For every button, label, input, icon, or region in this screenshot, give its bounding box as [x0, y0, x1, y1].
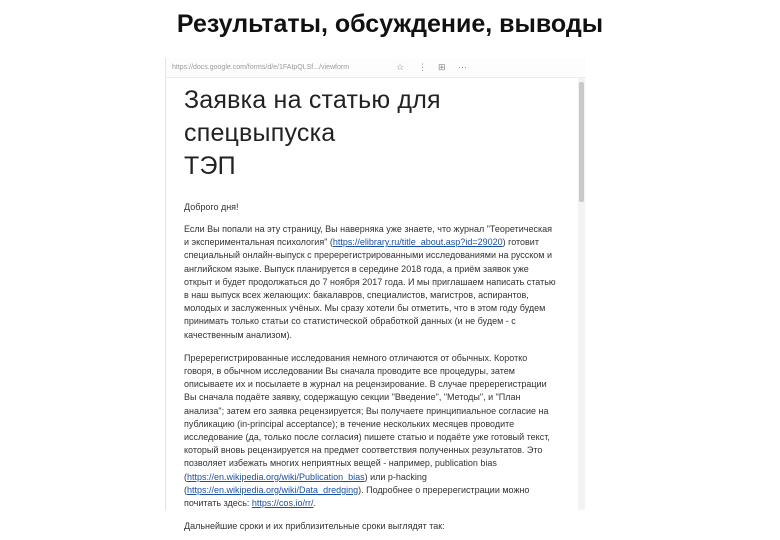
form-greeting: Доброго дня! [184, 202, 239, 212]
intro-text-2: ) готовит специальный онлайн-выпуск с преререгистрированными исследованиями на русском и английском языке. Выпуск планируется в середине 2018 года, а приём заявок уже открыт и будет продолжаться до 7 ноября 2017 года. И мы приглашаем написать статью в наш выпуск всех желающих: бакалавров, специалистов, магистров, аспирантов, молодых и заслуженных учёных. Мы сразу хотели бы отметить, что в этом году будем принимать только статьи со статистической обработкой данных (и не будем - с качественным анализом). [184, 237, 556, 340]
intro-text-1: Если Вы попали на эту страницу, Вы наверняка уже знаете, что журнал "Теоретическая и экспериментальная психология" ( [184, 224, 552, 248]
more-icon[interactable]: ⋯ [458, 62, 467, 72]
prereg-text-1: Преререгистрированные исследования немного отличаются от обычных. Коротко говоря, в обычном исследовании Вы сначала проводите все процедуры, затем описываете их и посылаете в журнал на рецензирование. В случае преререгистрации Вы сначала подаёте заявку, содержащую секции "Введение", "Методы", и "План анализа"; затем его заявка рецензируется; Вы получаете принципиальное согласие на публикацию (in-principal acceptance); в течение нескольких месяцев проводите исследование (да, только после согласия) пишете статью и подаёте уже готовый текст, который вновь рецензируется на предмет соответствия полученных результатов. Это позволяет избежать многих неприятных вещей - например, publication bias ( [184, 352, 550, 482]
prereg-text-2: ) или p-hacking ( [184, 471, 427, 495]
prereg-text-3: ). Подробнее о преререгистрации можно почитать здесь: [184, 484, 530, 509]
menu-dots-icon[interactable]: ⋮ [418, 62, 427, 72]
slide-title: Результаты, обсуждение, выводы [176, 10, 604, 38]
form-title-line-2: ТЭП [184, 152, 236, 180]
form-deadlines-paragraph: Дальнейшие сроки и их приблизительные сроки выглядят так: [184, 521, 445, 532]
browser-screenshot [165, 58, 585, 532]
form-prereg-paragraph [184, 352, 556, 510]
form-title [184, 84, 556, 183]
data-dredging-link[interactable]: https://en.wikipedia.org/wiki/Data_dredging [187, 484, 359, 495]
form-title-line-1: Заявка на статью для спецвыпуска [184, 86, 441, 147]
publication-bias-link[interactable]: https://en.wikipedia.org/wiki/Publication_bias [187, 471, 365, 482]
address-bar[interactable]: https://docs.google.com/forms/d/e/1FAIpQLSf.../viewform [172, 64, 350, 71]
elibrary-link[interactable]: https://elibrary.ru/title_about.asp?id=29020 [332, 237, 503, 248]
form-intro-paragraph [184, 223, 556, 342]
bookmark-star-icon[interactable]: ☆ [396, 62, 405, 72]
grid-icon[interactable]: ⊞ [438, 62, 446, 72]
cos-link[interactable]: https://cos.io/rr/ [251, 498, 314, 509]
prereg-text-4: . [313, 498, 316, 509]
scrollbar-thumb[interactable] [579, 82, 584, 202]
browser-toolbar [166, 58, 586, 78]
form-content [184, 84, 556, 533]
